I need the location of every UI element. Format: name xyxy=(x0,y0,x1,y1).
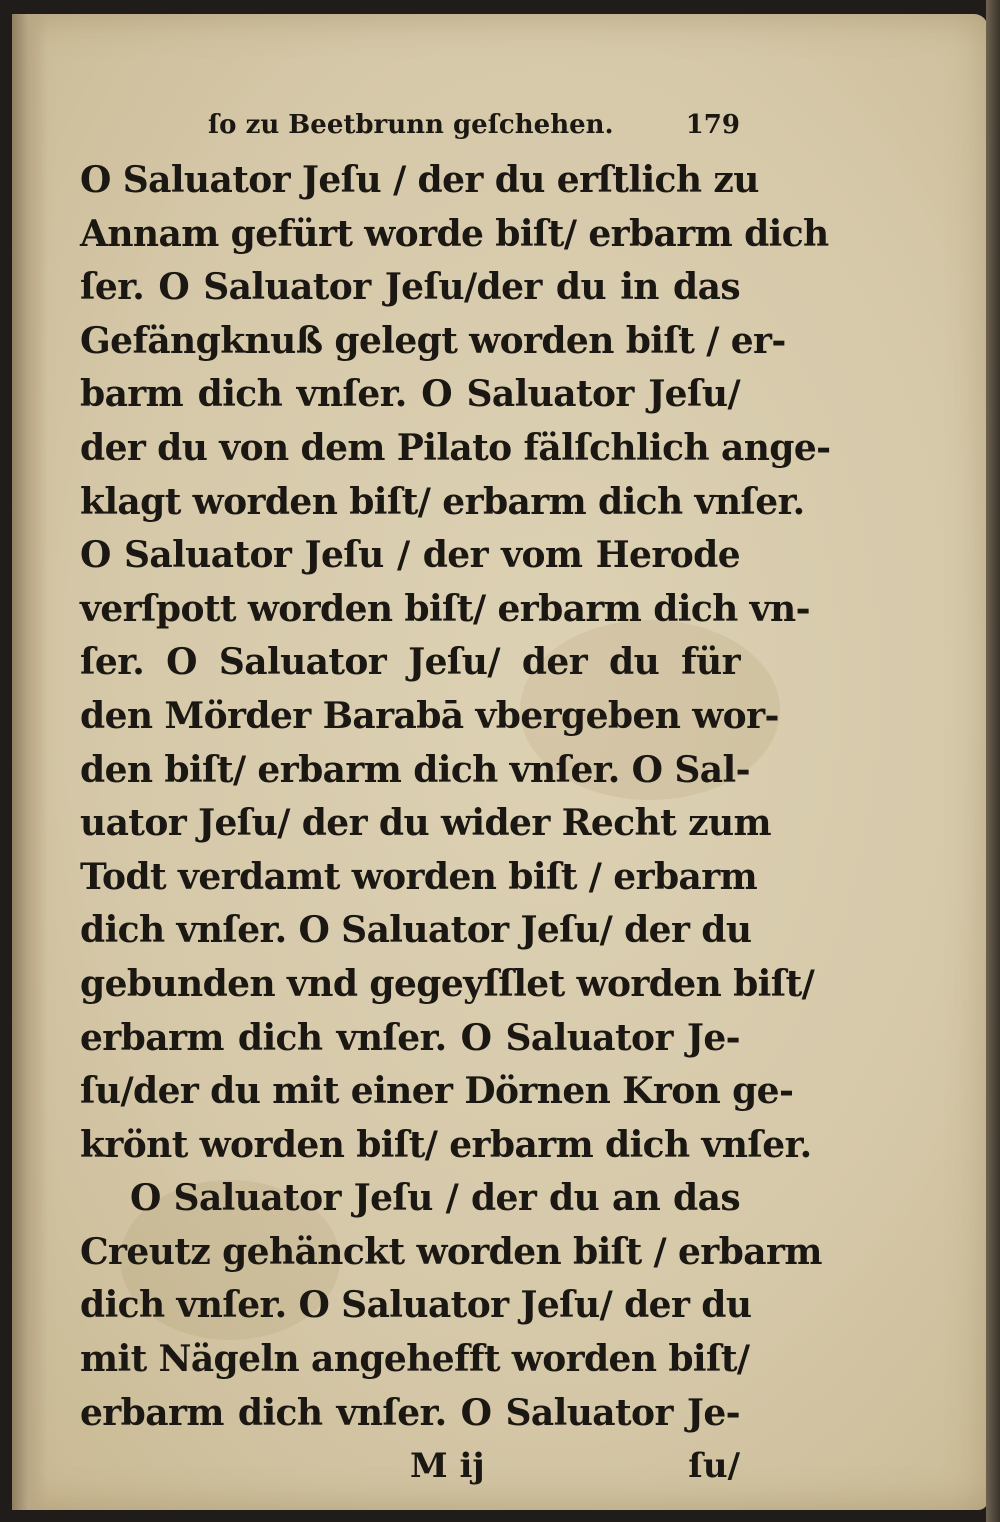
text-line: mit Nägeln angehefft worden biſt/ xyxy=(80,1338,750,1381)
text-line: Todt verdamt worden biſt / erbarm xyxy=(80,855,758,898)
text-line: Gefängknuß gelegt worden biſt / er- xyxy=(80,319,786,362)
text-line: verſpott worden biſt/ erbarm dich vn- xyxy=(80,587,810,630)
page-footer xyxy=(80,1442,740,1494)
signature-mark: M ij xyxy=(410,1446,485,1487)
text-line: der du von dem Pilato fälſchlich ange- xyxy=(80,426,831,469)
text-line: O Saluator Jeſu / der vom Herode xyxy=(80,534,740,577)
text-line: Annam gefürt worde biſt/ erbarm dich xyxy=(80,212,829,255)
text-line: O Saluator Jeſu / der du erſtlich zu xyxy=(80,159,759,201)
text-line: den Mörder Barabā vbergeben wor- xyxy=(80,694,779,737)
text-line: ſer. O Saluator Jeſu/ der du für xyxy=(80,641,740,684)
text-line: dich vnſer. O Saluator Jeſu/ der du xyxy=(80,1284,752,1327)
text-line: uator Jeſu/ der du wider Recht zum xyxy=(80,802,772,845)
book-edge xyxy=(986,0,1000,1522)
page-gutter xyxy=(12,14,48,1510)
text-line: ſu/der du mit einer Dörnen Kron ge- xyxy=(80,1070,794,1113)
text-line: den biſt/ erbarm dich vnſer. O Sal- xyxy=(80,748,750,791)
text-block xyxy=(80,110,831,1494)
text-line: gebunden vnd gegeyſſlet worden biſt/ xyxy=(80,962,815,1005)
page-number: 179 xyxy=(685,110,740,140)
running-head: ſo zu Beetbrunn geſchehen. xyxy=(208,110,614,140)
running-header xyxy=(80,110,740,150)
catchword: ſu/ xyxy=(688,1446,740,1487)
text-line: krönt worden biſt/ erbarm dich vnſer. xyxy=(80,1123,812,1166)
text-line: dich vnſer. O Saluator Jeſu/ der du xyxy=(80,909,752,952)
text-line: barm dich vnſer. O Saluator Jeſu/ xyxy=(80,373,740,416)
text-line: O Saluator Jeſu / der du an das xyxy=(130,1177,740,1220)
body-text xyxy=(80,154,831,1440)
text-line: klagt worden biſt/ erbarm dich vnſer. xyxy=(80,480,805,523)
text-line: ſer. O Saluator Jeſu/der du in das xyxy=(80,266,740,309)
text-line: Creutz gehänckt worden biſt / erbarm xyxy=(80,1230,822,1273)
text-line: erbarm dich vnſer. O Saluator Je- xyxy=(80,1391,740,1434)
text-line: erbarm dich vnſer. O Saluator Je- xyxy=(80,1016,740,1059)
